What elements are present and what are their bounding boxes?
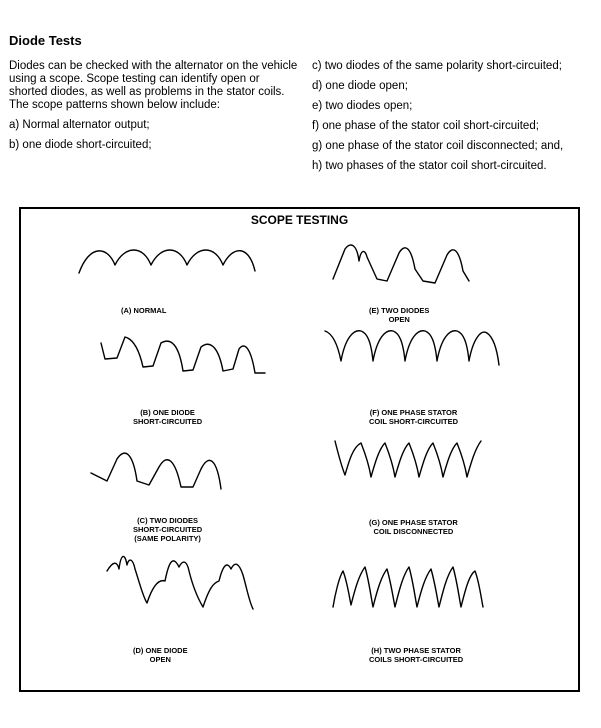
list-item-b: b) one diode short-circuited; (9, 139, 152, 151)
figure-title: SCOPE TESTING (250, 213, 349, 227)
scope-waveforms (21, 209, 578, 690)
patterns-intro: The scope patterns shown below include: (9, 99, 220, 111)
caption-f: (F) ONE PHASE STATOR COIL SHORT-CIRCUITED (369, 408, 459, 426)
scope-testing-figure (19, 207, 580, 692)
waveform-c (91, 453, 221, 489)
waveform-d (107, 556, 253, 609)
list-item-f: f) one phase of the stator coil short-circuited; (312, 120, 539, 132)
waveform-f (325, 331, 499, 365)
caption-h: (H) TWO PHASE STATOR COILS SHORT-CIRCUITED (369, 646, 464, 664)
list-item-g: g) one phase of the stator coil disconnected; and, (312, 140, 564, 152)
page-heading: Diode Tests (9, 33, 82, 48)
caption-a: (A) NORMAL (121, 306, 167, 315)
waveform-h (333, 567, 483, 607)
list-item-d: d) one diode open; (312, 80, 408, 92)
intro-paragraph: Diodes can be checked with the alternator on the vehicle using a scope. Scope testing can identify open or shorted diodes, as well as problems in the stator coils. (9, 60, 298, 98)
list-item-a: a) Normal alternator output; (9, 119, 150, 131)
caption-e: (E) TWO DIODES OPEN (369, 306, 430, 324)
list-item-h: h) two phases of the stator coil short-circuited. (312, 160, 547, 172)
caption-c: (C) TWO DIODES SHORT-CIRCUITED (SAME POLARITY) (133, 516, 203, 543)
caption-b: (B) ONE DIODE SHORT-CIRCUITED (133, 408, 203, 426)
waveform-g (335, 441, 481, 477)
list-item-c: c) two diodes of the same polarity short-circuited; (312, 60, 562, 72)
intro-text (9, 60, 299, 152)
caption-d: (D) ONE DIODE OPEN (133, 646, 188, 664)
waveform-b (101, 337, 265, 373)
waveform-e (333, 245, 469, 283)
list-item-e: e) two diodes open; (312, 100, 413, 112)
waveform-a (79, 250, 255, 273)
pattern-list (312, 60, 597, 180)
caption-g: (G) ONE PHASE STATOR COIL DISCONNECTED (369, 518, 458, 536)
